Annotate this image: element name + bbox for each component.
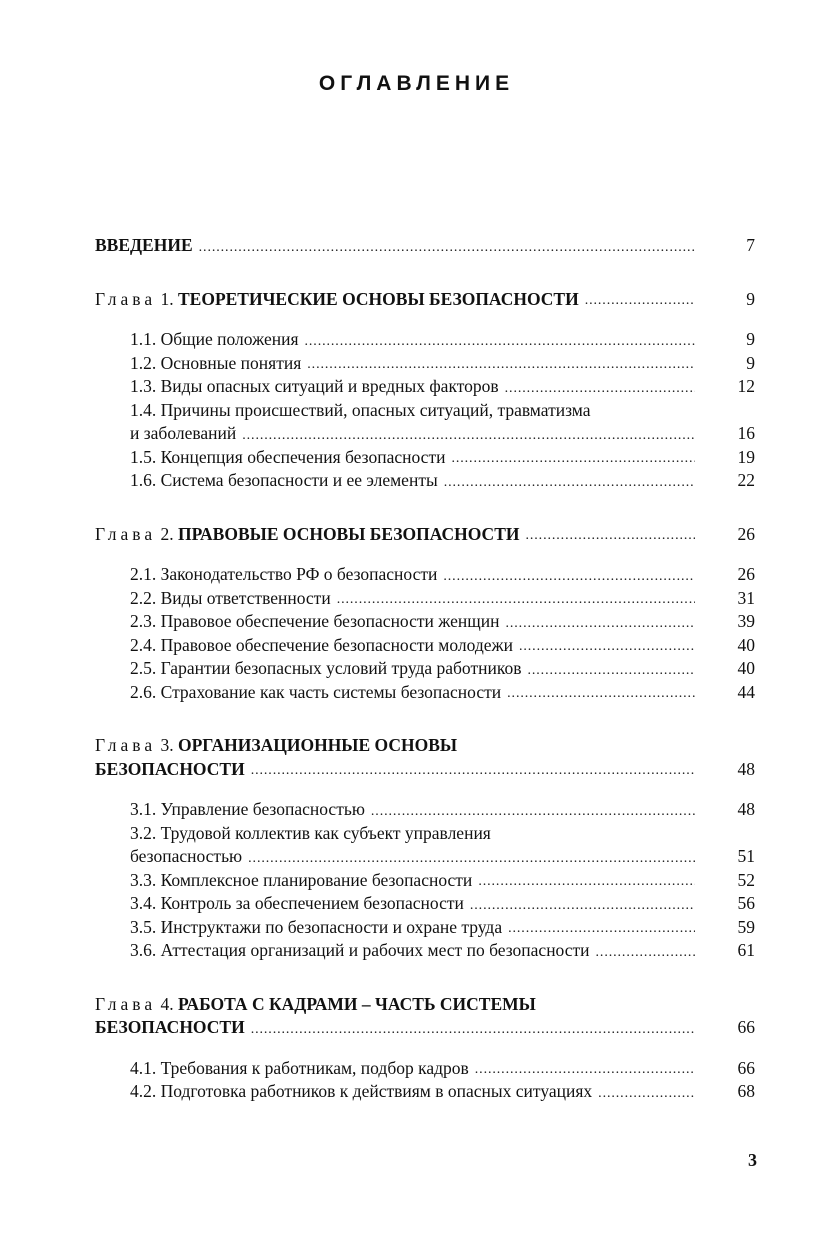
- dot-leader: [508, 918, 695, 939]
- toc-section[interactable]: [95, 610, 755, 634]
- chapter-title-continued: БЕЗОПАСНОСТИ: [95, 1017, 245, 1037]
- dot-leader: [470, 895, 695, 916]
- toc-section[interactable]: [95, 587, 755, 611]
- toc-section[interactable]: [95, 563, 755, 587]
- table-of-contents: [95, 234, 755, 1104]
- chapter-title: ОРГАНИЗАЦИОННЫЕ ОСНОВЫ: [177, 735, 458, 755]
- dot-leader: [598, 1083, 695, 1104]
- toc-chapter-4-line2[interactable]: [95, 1016, 755, 1040]
- toc-page-number: 39: [737, 611, 755, 631]
- dot-leader: [519, 636, 695, 657]
- toc-chapter-3-line1[interactable]: [95, 734, 755, 758]
- chapter-number: 2.: [160, 523, 174, 544]
- section-title: 3.1. Управление безопасностью: [130, 799, 365, 819]
- dot-leader: [527, 660, 695, 681]
- toc-page-number: 9: [746, 352, 755, 373]
- toc-page-number: 52: [737, 869, 755, 890]
- toc-page-number: 26: [737, 523, 755, 544]
- chapter-title: РАБОТА С КАДРАМИ – ЧАСТЬ СИСТЕМЫ: [177, 993, 536, 1014]
- toc-chapter-1[interactable]: [95, 288, 755, 312]
- toc-page-number: 66: [737, 1017, 755, 1037]
- toc-section[interactable]: [95, 939, 755, 963]
- toc-page-number: 44: [737, 681, 755, 702]
- section-title: 1.1. Общие положения: [130, 329, 299, 349]
- chapter-prefix: Глава: [95, 993, 157, 1014]
- section-title-continued: безопасностью: [130, 846, 243, 866]
- section-title: 2.6. Страхование как часть системы безопасности: [130, 681, 502, 702]
- section-title: 2.4. Правовое обеспечение безопасности молодежи: [130, 634, 513, 655]
- dot-leader: [307, 354, 695, 375]
- dot-leader: [251, 760, 695, 781]
- chapter-number: 3.: [160, 735, 174, 755]
- toc-section[interactable]: [95, 328, 755, 352]
- toc-page-number: 48: [737, 799, 755, 819]
- toc-page-number: 61: [737, 940, 755, 960]
- toc-page-number: 48: [737, 758, 755, 779]
- section-title: 1.2. Основные понятия: [130, 352, 302, 373]
- toc-page-number: 26: [737, 564, 755, 584]
- section-title: 1.6. Система безопасности и ее элементы: [130, 470, 438, 490]
- toc-page-number: 56: [737, 893, 755, 913]
- toc-section[interactable]: [95, 1057, 755, 1081]
- toc-page-number: 22: [737, 470, 755, 490]
- chapter-title: ПРАВОВЫЕ ОСНОВЫ БЕЗОПАСНОСТИ: [177, 523, 520, 544]
- toc-section[interactable]: [95, 422, 755, 446]
- section-title: 2.3. Правовое обеспечение безопасности женщин: [130, 611, 500, 631]
- section-title[interactable]: 1.4. Причины происшествий, опасных ситуаций, травматизма: [130, 399, 591, 420]
- chapter-title-continued: БЕЗОПАСНОСТИ: [95, 758, 245, 779]
- toc-chapter-3-line2[interactable]: [95, 758, 755, 782]
- chapter-number: 4.: [160, 993, 174, 1014]
- dot-leader: [199, 237, 695, 258]
- section-title: 3.4. Контроль за обеспечением безопасности: [130, 893, 464, 913]
- toc-section[interactable]: [95, 657, 755, 681]
- chapter-prefix: Глава: [95, 735, 157, 755]
- dot-leader: [444, 472, 695, 493]
- toc-page-number: 9: [746, 288, 755, 309]
- chapter-prefix: Глава: [95, 288, 157, 309]
- section-title: 4.2. Подготовка работников к действиям в опасных ситуациях: [130, 1081, 593, 1101]
- section-title: 3.6. Аттестация организаций и рабочих мест по безопасности: [130, 940, 590, 960]
- chapter-number: 1.: [160, 288, 174, 309]
- dot-leader: [505, 613, 695, 634]
- toc-section[interactable]: [95, 916, 755, 940]
- toc-page-number: 16: [737, 423, 755, 443]
- dot-leader: [248, 848, 695, 869]
- section-title[interactable]: 3.2. Трудовой коллектив как субъект управления: [130, 822, 491, 843]
- toc-page-number: 9: [746, 329, 755, 349]
- section-title: 2.5. Гарантии безопасных условий труда работников: [130, 658, 522, 678]
- toc-section[interactable]: [95, 352, 755, 376]
- toc-page-number: 68: [737, 1081, 755, 1101]
- dot-leader: [451, 448, 695, 469]
- toc-section[interactable]: [95, 892, 755, 916]
- section-title: 3.3. Комплексное планирование безопасности: [130, 869, 473, 890]
- toc-page-number: 59: [737, 916, 755, 937]
- dot-leader: [507, 683, 695, 704]
- toc-page-number: 51: [737, 846, 755, 866]
- chapter-prefix: Глава: [95, 523, 157, 544]
- dot-leader: [371, 801, 695, 822]
- dot-leader: [242, 425, 695, 446]
- dot-leader: [251, 1019, 695, 1040]
- dot-leader: [525, 525, 695, 546]
- dot-leader: [596, 942, 695, 963]
- toc-entry-intro[interactable]: [95, 234, 755, 258]
- dot-leader: [475, 1059, 695, 1080]
- section-title: 4.1. Требования к работникам, подбор кадров: [130, 1057, 469, 1078]
- toc-section[interactable]: [95, 845, 755, 869]
- section-title: 2.1. Законодательство РФ о безопасности: [130, 564, 438, 584]
- toc-section[interactable]: [95, 869, 755, 893]
- toc-section[interactable]: [95, 798, 755, 822]
- toc-section[interactable]: [95, 1080, 755, 1104]
- dot-leader: [443, 566, 695, 587]
- dot-leader: [585, 290, 695, 311]
- toc-section[interactable]: [95, 469, 755, 493]
- dot-leader: [305, 331, 696, 352]
- toc-page-number: 31: [737, 587, 755, 608]
- toc-chapter-4-line1[interactable]: [95, 993, 755, 1017]
- chapter-title: ТЕОРЕТИЧЕСКИЕ ОСНОВЫ БЕЗОПАСНОСТИ: [177, 288, 579, 309]
- toc-intro-label: ВВЕДЕНИЕ: [95, 235, 193, 255]
- dot-leader: [478, 871, 695, 892]
- toc-page-number: 66: [737, 1057, 755, 1078]
- page-number: 3: [748, 1150, 757, 1170]
- section-title-continued: и заболеваний: [130, 423, 237, 443]
- section-title: 1.5. Концепция обеспечения безопасности: [130, 446, 446, 467]
- toc-page-number: 7: [746, 235, 755, 255]
- dot-leader: [505, 378, 695, 399]
- toc-page-number: 40: [737, 658, 755, 678]
- section-title: 2.2. Виды ответственности: [130, 587, 331, 608]
- dot-leader: [337, 589, 695, 610]
- toc-section[interactable]: [95, 446, 755, 470]
- page-title: ОГЛАВЛЕНИЕ: [318, 72, 515, 95]
- toc-section[interactable]: [95, 634, 755, 658]
- toc-page-number: 19: [737, 446, 755, 467]
- toc-section[interactable]: [95, 375, 755, 399]
- section-title: 3.5. Инструктажи по безопасности и охране труда: [130, 916, 503, 937]
- toc-section[interactable]: [95, 681, 755, 705]
- toc-page-number: 40: [737, 634, 755, 655]
- toc-chapter-2[interactable]: [95, 523, 755, 547]
- section-title: 1.3. Виды опасных ситуаций и вредных факторов: [130, 376, 499, 396]
- toc-page-number: 12: [737, 376, 755, 396]
